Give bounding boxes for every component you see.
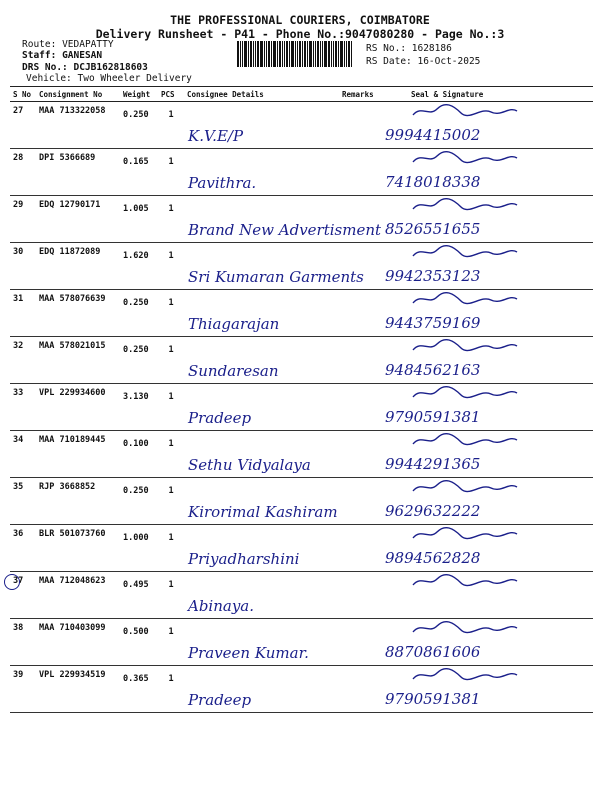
table-row	[10, 290, 593, 337]
drs-line	[22, 62, 148, 73]
row-consignee	[184, 337, 339, 384]
table-row	[10, 619, 593, 666]
row-pcs: 1	[158, 102, 184, 149]
row-sno-value: 39	[13, 670, 24, 680]
row-remarks	[339, 243, 381, 290]
signature-phone: 9790591381	[385, 408, 481, 426]
staff-value: GANESAN	[62, 50, 103, 61]
row-consignee	[184, 290, 339, 337]
consignee-handwriting: K.V.E/P	[188, 127, 244, 145]
signature-scribble	[411, 291, 521, 307]
row-weight: 1.000	[120, 525, 158, 572]
row-pcs: 1	[158, 431, 184, 478]
barcode-image	[237, 41, 362, 67]
vehicle-label: Vehicle:	[26, 73, 72, 84]
row-sno-value: 34	[13, 435, 24, 445]
row-sno	[10, 666, 36, 713]
consignee-handwriting: Praveen Kumar.	[188, 644, 309, 662]
row-consignment: MAA 712048623	[36, 572, 120, 619]
row-sno	[10, 572, 36, 619]
table-header-row	[10, 87, 593, 102]
consignee-handwriting: Sethu Vidyalaya	[188, 456, 311, 474]
row-remarks	[339, 431, 381, 478]
row-consignment: DPI 5366689	[36, 149, 120, 196]
row-consignee	[184, 666, 339, 713]
row-pcs: 1	[158, 666, 184, 713]
row-remarks	[339, 666, 381, 713]
row-signature	[381, 337, 593, 384]
row-sno	[10, 384, 36, 431]
row-sno	[10, 525, 36, 572]
signature-scribble	[411, 573, 521, 589]
row-signature	[381, 619, 593, 666]
row-sno	[10, 619, 36, 666]
table-row	[10, 196, 593, 243]
row-weight: 0.500	[120, 619, 158, 666]
signature-phone: 9443759169	[385, 314, 481, 332]
row-weight: 1.005	[120, 196, 158, 243]
signature-scribble	[411, 479, 521, 495]
page-title: THE PROFESSIONAL COURIERS, COIMBATORE	[170, 13, 430, 27]
signature-phone: 9994415002	[385, 126, 481, 144]
signature-phone: 9790591381	[385, 690, 481, 708]
col-sno: S No	[10, 87, 36, 102]
drs-value: DCJB162818603	[73, 62, 148, 73]
consignee-handwriting: Thiagarajan	[188, 315, 280, 333]
row-pcs: 1	[158, 384, 184, 431]
consignee-handwriting: Priyadharshini	[188, 550, 300, 568]
row-consignment: MAA 713322058	[36, 102, 120, 149]
row-consignee	[184, 478, 339, 525]
row-sno-value: 29	[13, 200, 24, 210]
row-sno	[10, 431, 36, 478]
row-consignment: MAA 710403099	[36, 619, 120, 666]
table-row	[10, 384, 593, 431]
row-sno	[10, 290, 36, 337]
signature-scribble	[411, 432, 521, 448]
row-consignment: VPL 229934519	[36, 666, 120, 713]
table-row	[10, 666, 593, 713]
row-remarks	[339, 196, 381, 243]
vehicle-value: Two Wheeler Delivery	[77, 73, 192, 84]
consignee-handwriting: Sundaresan	[188, 362, 279, 380]
circle-mark	[4, 574, 20, 590]
row-sno	[10, 196, 36, 243]
row-pcs: 1	[158, 337, 184, 384]
row-consignment: MAA 578021015	[36, 337, 120, 384]
runsheet-subtitle: Delivery Runsheet - P41 - Phone No.:9047080280 - Page No.:3	[95, 27, 505, 41]
row-remarks	[339, 384, 381, 431]
row-sno-value: 31	[13, 294, 24, 304]
table-row	[10, 149, 593, 196]
row-sno-value: 38	[13, 623, 24, 633]
signature-phone: 9894562828	[385, 549, 481, 567]
signature-scribble	[411, 197, 521, 213]
staff-label: Staff:	[22, 50, 57, 61]
row-weight: 0.250	[120, 337, 158, 384]
rs-number: RS No.: 1628186	[366, 43, 452, 54]
signature-phone: 9942353123	[385, 267, 481, 285]
row-remarks	[339, 619, 381, 666]
row-consignment: EDQ 11872089	[36, 243, 120, 290]
col-consignee: Consignee Details	[184, 87, 339, 102]
signature-scribble	[411, 103, 521, 119]
row-sno-value: 35	[13, 482, 24, 492]
table-row	[10, 337, 593, 384]
row-consignment: VPL 229934600	[36, 384, 120, 431]
table-row	[10, 243, 593, 290]
row-pcs: 1	[158, 478, 184, 525]
row-sno	[10, 102, 36, 149]
row-sno	[10, 337, 36, 384]
row-signature	[381, 196, 593, 243]
signature-phone: 8870861606	[385, 643, 481, 661]
col-seal: Seal & Signature	[381, 87, 593, 102]
row-sno-value: 33	[13, 388, 24, 398]
row-weight: 3.130	[120, 384, 158, 431]
signature-scribble	[411, 620, 521, 636]
signature-scribble	[411, 150, 521, 166]
row-sno-value: 37	[13, 576, 24, 586]
table-row	[10, 478, 593, 525]
row-weight: 0.250	[120, 290, 158, 337]
row-weight: 0.165	[120, 149, 158, 196]
row-remarks	[339, 337, 381, 384]
row-pcs: 1	[158, 572, 184, 619]
signature-phone: 7418018338	[385, 173, 481, 191]
consignee-handwriting: Pradeep	[188, 691, 252, 709]
consignee-handwriting: Kirorimal Kashiram	[188, 503, 338, 521]
row-consignee	[184, 572, 339, 619]
row-signature	[381, 243, 593, 290]
drs-label: DRS No.:	[22, 62, 68, 73]
table-row	[10, 102, 593, 149]
row-weight: 0.250	[120, 478, 158, 525]
signature-scribble	[411, 667, 521, 683]
signature-scribble	[411, 338, 521, 354]
row-consignment: EDQ 12790171	[36, 196, 120, 243]
table-row	[10, 431, 593, 478]
row-signature	[381, 431, 593, 478]
row-remarks	[339, 478, 381, 525]
row-pcs: 1	[158, 149, 184, 196]
row-consignment: RJP 3668852	[36, 478, 120, 525]
row-weight: 1.620	[120, 243, 158, 290]
row-pcs: 1	[158, 196, 184, 243]
row-consignee	[184, 243, 364, 290]
row-sno-value: 27	[13, 106, 24, 116]
row-sno	[10, 478, 36, 525]
col-consignment: Consignment No	[36, 87, 120, 102]
row-consignee	[184, 525, 339, 572]
row-consignee	[184, 431, 339, 478]
table-row	[10, 525, 593, 572]
col-remarks: Remarks	[339, 87, 381, 102]
row-signature	[381, 290, 593, 337]
row-remarks	[339, 102, 381, 149]
row-consignment: BLR 501073760	[36, 525, 120, 572]
consignee-handwriting: Abinaya.	[188, 597, 255, 615]
route-label: Route:	[22, 39, 57, 50]
consignee-handwriting: Pradeep	[188, 409, 252, 427]
rs-date: RS Date: 16-Oct-2025	[366, 56, 481, 67]
row-consignee	[184, 102, 339, 149]
row-remarks	[339, 290, 381, 337]
row-signature	[381, 666, 593, 713]
row-sno	[10, 243, 36, 290]
col-weight: Weight	[120, 87, 158, 102]
row-consignee	[184, 619, 339, 666]
consignee-handwriting: Sri Kumaran Garments	[188, 268, 364, 286]
row-signature	[381, 478, 593, 525]
row-weight: 0.100	[120, 431, 158, 478]
row-remarks	[339, 149, 381, 196]
col-pcs: PCS	[158, 87, 184, 102]
row-pcs: 1	[158, 619, 184, 666]
row-signature	[381, 572, 593, 619]
row-consignment: MAA 710189445	[36, 431, 120, 478]
row-weight: 0.495	[120, 572, 158, 619]
row-signature	[381, 102, 593, 149]
signature-scribble	[411, 385, 521, 401]
row-consignee	[184, 196, 382, 243]
consignee-handwriting: Pavithra.	[188, 174, 257, 192]
row-sno-value: 30	[13, 247, 24, 257]
consignee-handwriting: Brand New Advertisment	[188, 221, 382, 239]
row-consignee	[184, 149, 339, 196]
signature-phone: 9484562163	[385, 361, 481, 379]
staff-line	[22, 50, 102, 61]
table-row	[10, 572, 593, 619]
row-pcs: 1	[158, 290, 184, 337]
route-line	[22, 39, 114, 50]
signature-scribble	[411, 244, 521, 260]
row-sno-value: 36	[13, 529, 24, 539]
row-signature	[381, 525, 593, 572]
row-sno-value: 32	[13, 341, 24, 351]
vehicle-line	[26, 73, 192, 84]
row-signature	[381, 384, 593, 431]
signature-phone: 9629632222	[385, 502, 481, 520]
route-value: VEDAPATTY	[62, 39, 114, 50]
row-consignment: MAA 578076639	[36, 290, 120, 337]
row-weight: 0.365	[120, 666, 158, 713]
row-signature	[381, 149, 593, 196]
signature-phone: 8526551655	[385, 220, 481, 238]
runsheet-table	[10, 86, 593, 713]
signature-phone: 9944291365	[385, 455, 481, 473]
signature-scribble	[411, 526, 521, 542]
row-remarks	[339, 525, 381, 572]
row-pcs: 1	[158, 525, 184, 572]
row-weight: 0.250	[120, 102, 158, 149]
row-pcs: 1	[158, 243, 184, 290]
row-remarks	[339, 572, 381, 619]
row-consignee	[184, 384, 339, 431]
row-sno-value: 28	[13, 153, 24, 163]
row-sno	[10, 149, 36, 196]
